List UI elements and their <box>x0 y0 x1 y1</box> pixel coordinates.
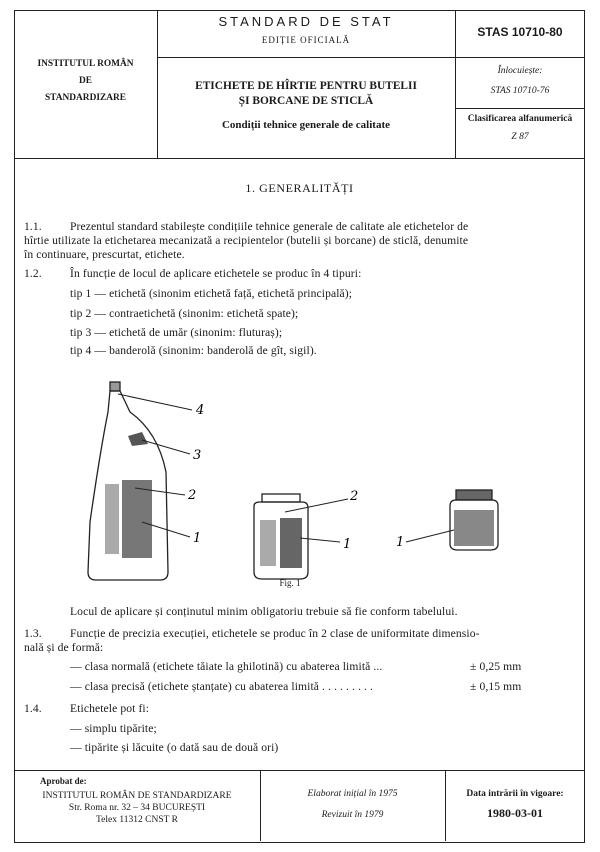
document-title-line-2: ȘI BORCANE DE STICLĂ <box>238 95 374 107</box>
p1-line-2: hîrtie utilizate la etichetarea mecanizată a recipientelor (butelii și borcane) de sticlă, denumite <box>24 234 469 247</box>
jar-2-lid <box>456 490 492 500</box>
bottle-front-label <box>122 480 152 558</box>
p4-number: 1.4. <box>24 702 42 715</box>
leader-4 <box>118 394 192 410</box>
bottle-back-label <box>105 484 119 554</box>
p2-item-4: tip 4 — banderolă (sinonim: banderolă de gît, sigil). <box>70 344 317 357</box>
jar-1-label-2: 2 <box>350 489 359 504</box>
p3-item-2-text: — clasa precisă (etichete ștanțate) cu abaterea limită . . . . . . . . . <box>70 680 374 693</box>
p4-item-1: — simplu tipărite; <box>70 722 157 735</box>
jar-1-leader-1 <box>300 538 340 542</box>
p4-intro: Etichetele pot fi: <box>70 702 150 715</box>
p3-line-2: nală și de formă: <box>24 641 104 654</box>
p2-item-2: tip 2 — contraetichetă (sinonim: etichetă spate); <box>70 307 299 320</box>
jar-2-label-1: 1 <box>396 535 405 550</box>
header-center-line <box>157 57 455 58</box>
institute-block <box>14 56 157 107</box>
data-intrarii-label: Data intrării în vigoare: <box>466 789 564 799</box>
aprobat-line-1: INSTITUTUL ROMÂN DE STANDARDIZARE <box>42 791 232 801</box>
figure-caption: Fig. 1 <box>279 578 301 588</box>
aprobat-label: Aprobat de: <box>40 776 87 786</box>
header-right-line-2 <box>455 108 585 109</box>
standard-de-stat: STANDARD DE STAT <box>218 14 394 29</box>
data-intrarii-value: 1980-03-01 <box>487 806 543 820</box>
editie-oficiala: EDIȚIE OFICIALĂ <box>261 35 351 45</box>
elaborat-text: Elaborat inițial în 1975 <box>307 789 398 799</box>
institute-line-2: DE <box>78 76 93 86</box>
p3-item-2-value: ± 0,15 mm <box>470 680 522 693</box>
label-1: 1 <box>193 531 202 546</box>
p2-item-3: tip 3 — etichetă de umăr (sinonim: fluturaș); <box>70 326 283 339</box>
bottle-cap <box>110 382 120 391</box>
document-title-line-1: ETICHETE DE HÎRTIE PENTRU BUTELII <box>195 80 417 92</box>
p3-number: 1.3. <box>24 627 42 640</box>
jar-1-lid <box>262 494 300 502</box>
aprobat-line-2: Str. Roma nr. 32 – 34 BUCUREȘTI <box>68 803 206 813</box>
aprobat-line-3: Telex 11312 CNST R <box>96 815 178 825</box>
footer-divider-left <box>260 770 261 841</box>
jar-2-leader-1 <box>406 530 454 542</box>
clasificare-label: Clasificarea alfanumerică <box>467 114 573 124</box>
leader-3 <box>142 440 190 454</box>
jar-1-back-label <box>260 520 276 566</box>
p2-number: 1.2. <box>24 267 42 280</box>
revizuit-text: Revizuit în 1979 <box>321 810 384 820</box>
p3-item-1-value: ± 0,25 mm <box>470 660 522 673</box>
p3-line-1: Funcție de precizia execuției, etichetele se produc în 2 clase de uniformitate dimensio- <box>70 627 480 640</box>
header-right-line-1 <box>455 57 585 58</box>
header-bottom-line <box>14 158 585 159</box>
jar-2-label <box>454 510 494 546</box>
label-2: 2 <box>188 488 197 503</box>
document-subtitle: Condiții tehnice generale de calitate <box>221 119 391 131</box>
p1-line-3: în continuare, prescurtat, etichete. <box>24 248 185 261</box>
clasificare-value: Z 87 <box>511 132 529 142</box>
p1-number: 1.1. <box>24 220 42 233</box>
label-3: 3 <box>193 448 202 463</box>
figure-1 <box>80 372 540 602</box>
stas-number: STAS 10710-80 <box>477 25 563 39</box>
aprobat-block <box>14 790 260 826</box>
label-4: 4 <box>196 403 205 418</box>
institute-line-3: STANDARDIZARE <box>44 93 127 103</box>
p2-item-1: tip 1 — etichetă (sinonim etichetă față, etichetă principală); <box>70 287 353 300</box>
section-heading: 1. GENERALITĂȚI <box>245 181 354 195</box>
p2-note: Locul de aplicare și conținutul minim obligatoriu trebuie să fie conform tabelului. <box>70 605 458 618</box>
p1-line-1: Prezentul standard stabilește condițiile tehnice generale de calitate ale etichetelor de <box>70 220 469 233</box>
p4-item-2: — tipărite și lăcuite (o dată sau de două ori) <box>70 741 279 754</box>
p2-intro: În funcție de locul de aplicare etichetele se produc în 4 tipuri: <box>70 267 362 280</box>
inlocuieste-label: Înlocuiește: <box>497 66 543 76</box>
footer-top-line <box>14 770 585 771</box>
jar-1-label-1: 1 <box>343 537 352 552</box>
institute-line-1: INSTITUTUL ROMÂN <box>37 59 134 69</box>
bottle-shoulder-label <box>128 432 148 446</box>
jar-1-leader-2 <box>285 499 348 512</box>
p3-item-1-text: — clasa normală (etichete tăiate la ghilotină) cu abaterea limită ... <box>70 660 383 673</box>
inlocuieste-value: STAS 10710-76 <box>490 86 550 96</box>
jar-1-front-label <box>280 518 302 568</box>
